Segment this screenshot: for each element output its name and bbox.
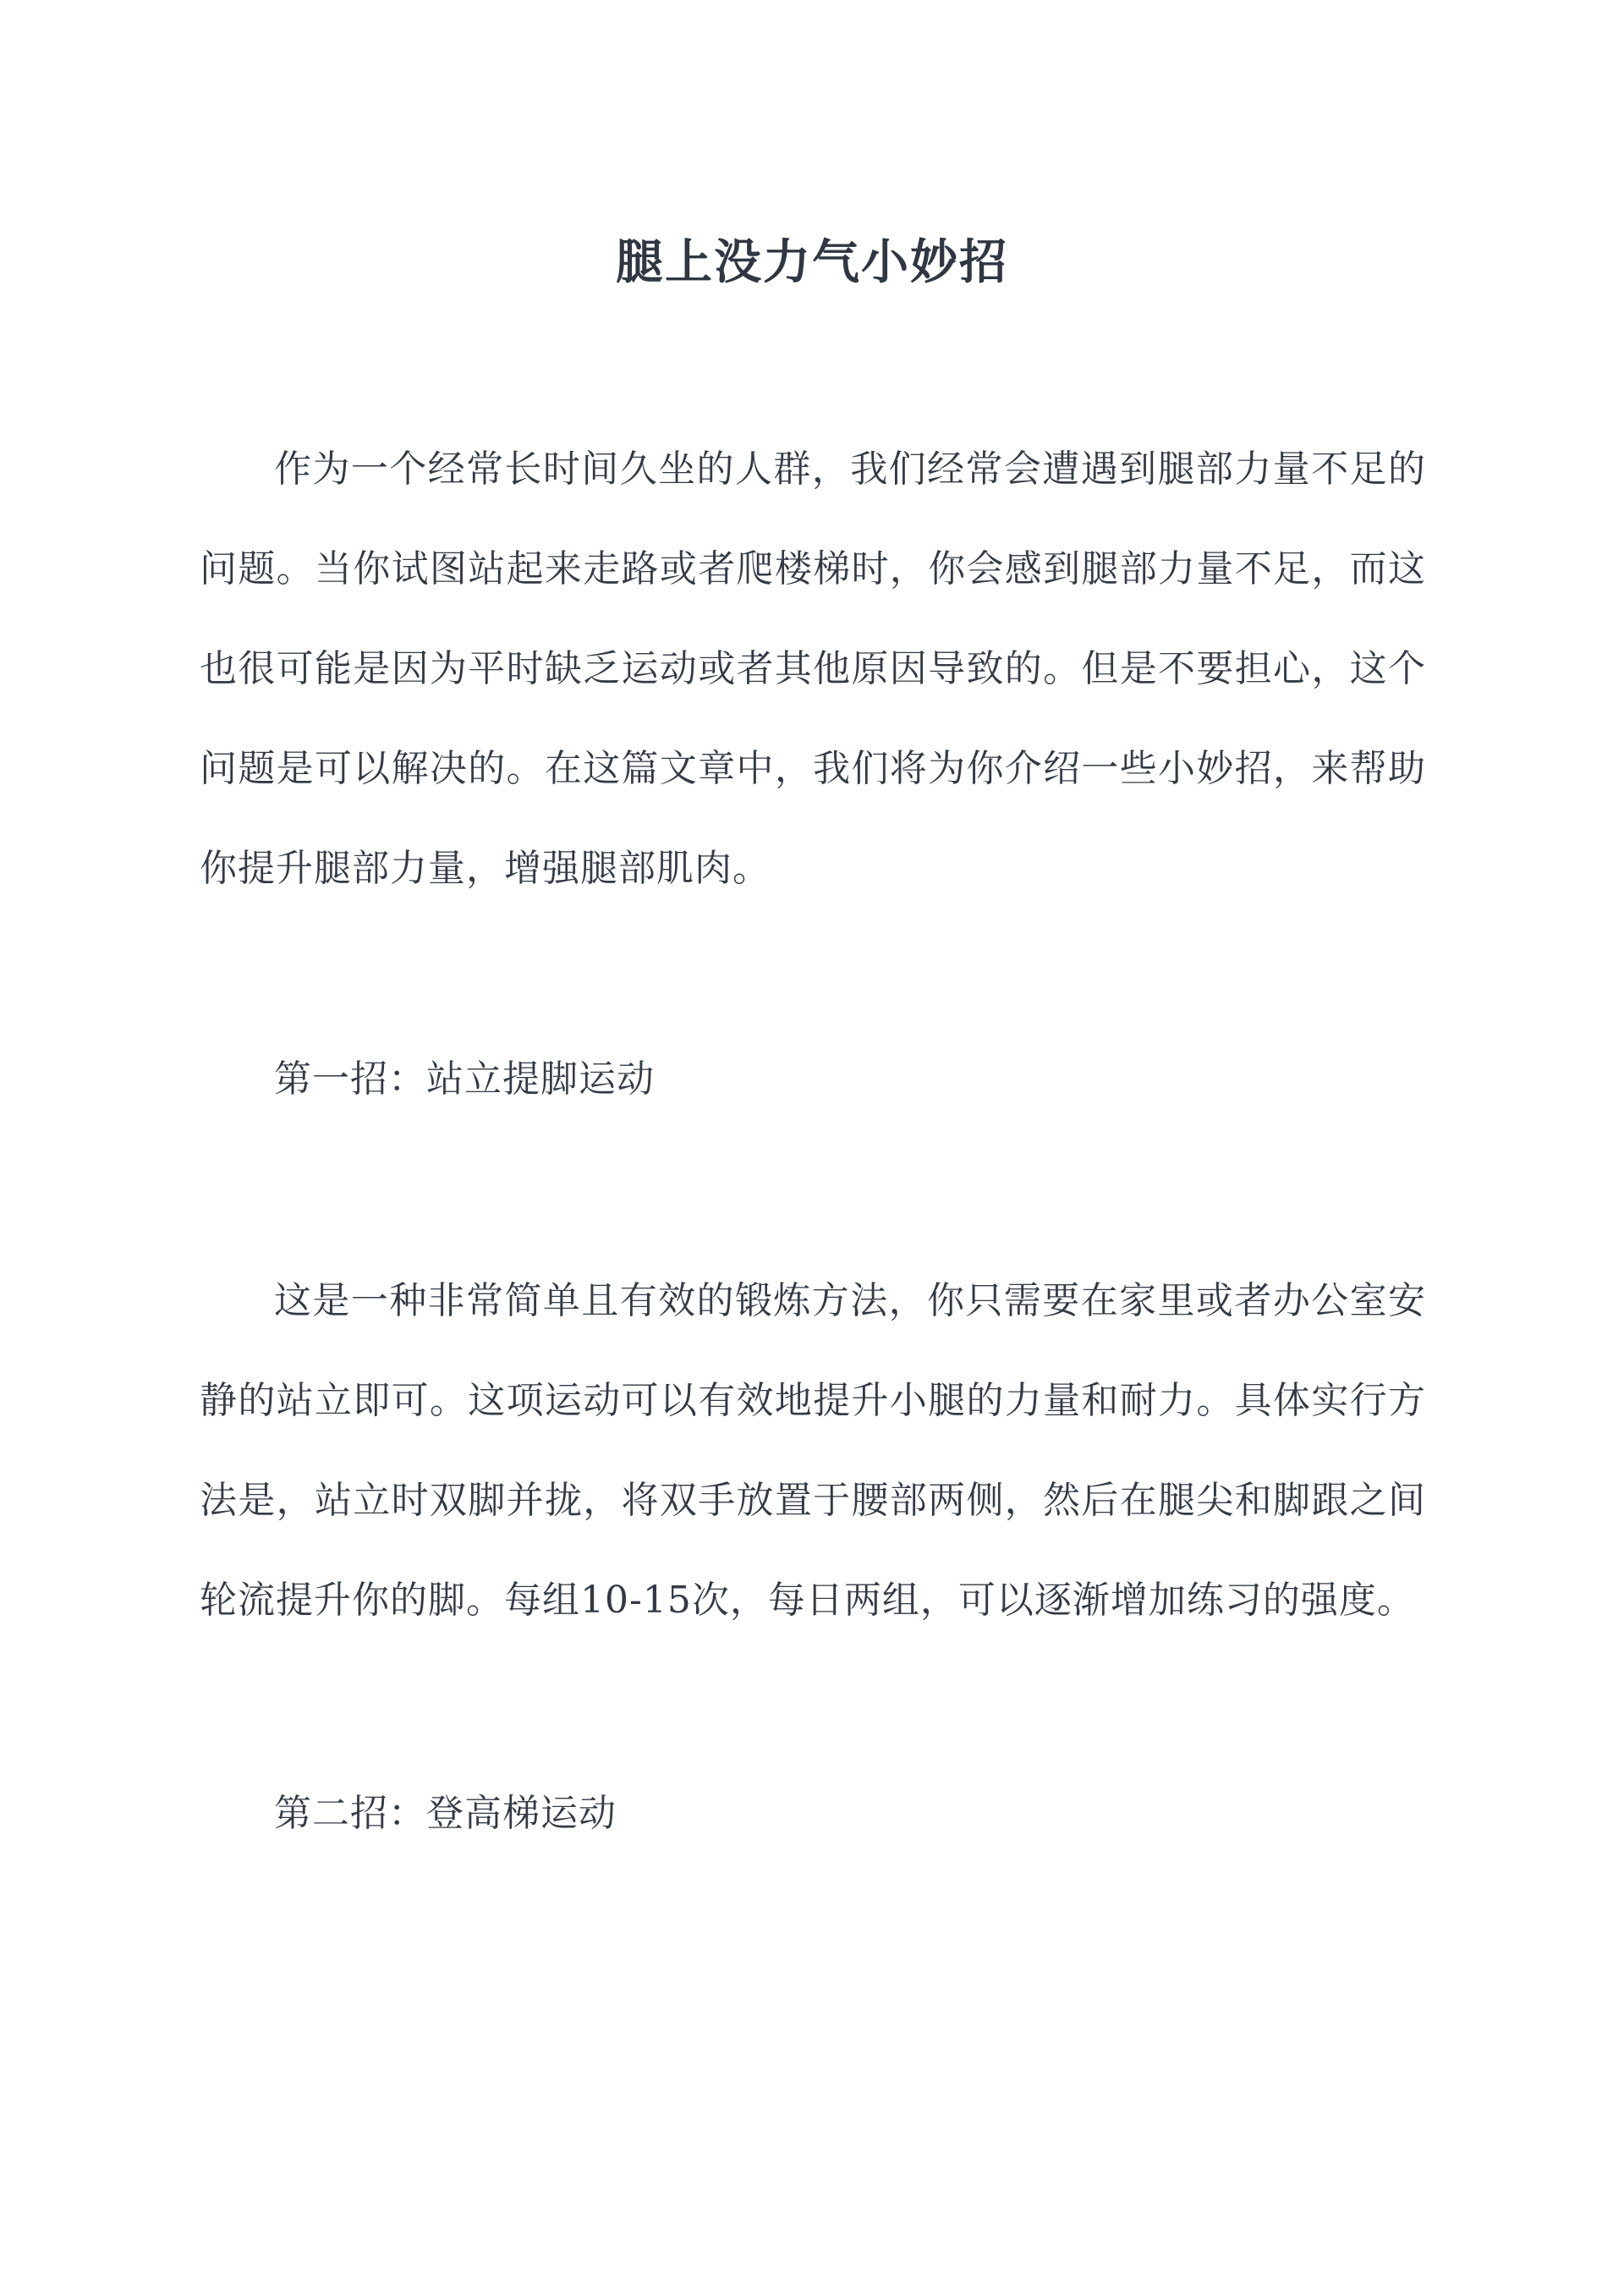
intro-paragraph: 作为一个经常长时间久坐的人群，我们经常会遭遇到腿部力量不足的问题。当你试图站起来走路或者爬楼梯时，你会感到腿部力量不足，而这也很可能是因为平时缺乏运动或者其他原因导致的。但是不要担心，这个问题是可以解决的。在这篇文章中，我们将为你介绍一些小妙招，来帮助你提升腿部力量，增强腿部肌肉。 xyxy=(200,448,1426,890)
section-body-1: 这是一种非常简单且有效的锻炼方法，你只需要在家里或者办公室安静的站立即可。这项运动可以有效地提升小腿的力量和耐力。具体实行方法是，站立时双脚并拢，将双手放置于腰部两侧，然后在腿尖和脚跟之间轮流提升你的脚。每组10-15次，每日两组，可以逐渐增加练习的强度。 xyxy=(200,1279,1426,1622)
document-title: 腿上没力气小妙招 xyxy=(616,233,1008,290)
section-heading-1: 第一招：站立提脚运动 xyxy=(274,1057,655,1101)
section-heading-2: 第二招：登高梯运动 xyxy=(274,1792,617,1835)
